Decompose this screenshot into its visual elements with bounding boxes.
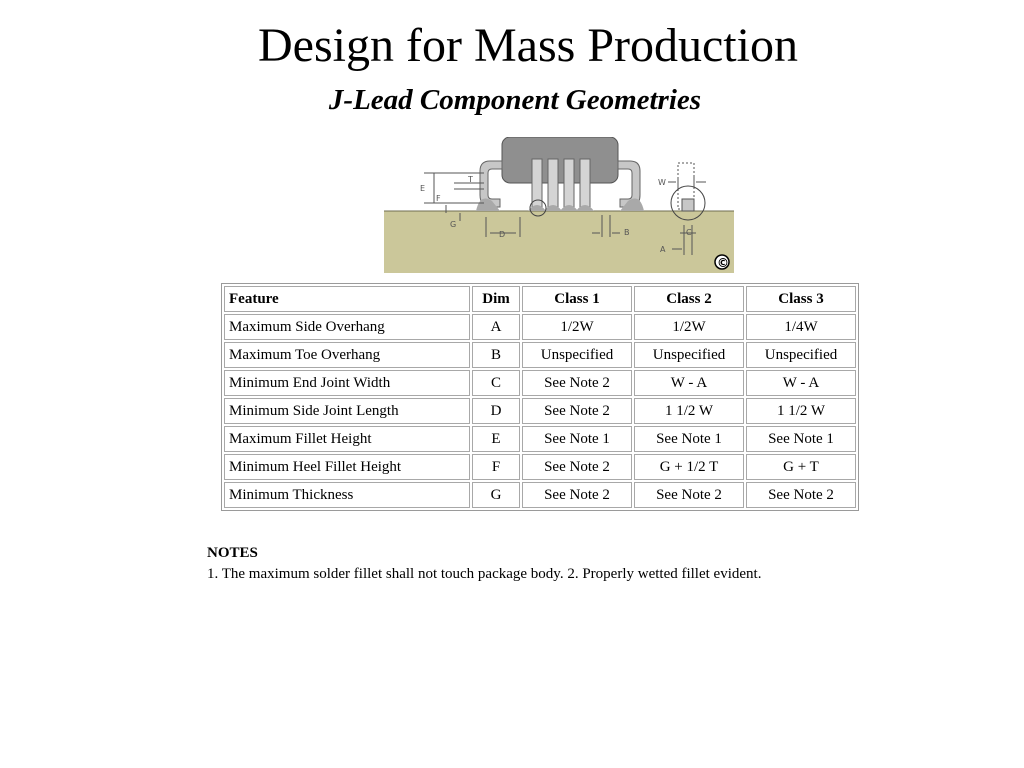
copyright-symbol: © [717,256,729,270]
cell-class-1: See Note 2 [522,398,632,424]
cell-class-2: Unspecified [634,342,744,368]
cell-feature: Minimum End Joint Width [224,370,470,396]
table-row [224,342,856,368]
notes-heading: NOTES [207,545,258,561]
dim-label-b: B [624,228,630,237]
cell-feature: Minimum Side Joint Length [224,398,470,424]
cell-feature: Maximum Toe Overhang [224,342,470,368]
table-header-row [224,286,856,312]
cell-feature: Minimum Thickness [224,482,470,508]
cell-class-2: 1 1/2 W [634,398,744,424]
table-row [224,454,856,480]
cell-class-3: See Note 1 [746,426,856,452]
table-row [224,370,856,396]
board-substrate [384,211,734,273]
cell-class-1: See Note 1 [522,426,632,452]
dim-label-t: T [468,175,473,184]
cell-dim: A [472,314,520,340]
dim-label-d: D [499,230,506,239]
dim-label-e: E [420,184,426,193]
table-row [224,314,856,340]
cell-dim: G [472,482,520,508]
cell-class-2: G + 1/2 T [634,454,744,480]
dim-label-w: W [658,178,666,187]
dim-label-c: C [686,228,692,237]
table-row [224,398,856,424]
cell-class-1: See Note 2 [522,454,632,480]
header-dim: Dim [472,286,520,312]
cell-dim: D [472,398,520,424]
cell-class-2: 1/2W [634,314,744,340]
dim-label-f: F [436,194,441,203]
dim-label-g: G [450,220,457,229]
header-class-2: Class 2 [634,286,744,312]
cell-class-3: Unspecified [746,342,856,368]
cell-class-2: See Note 1 [634,426,744,452]
cell-dim: F [472,454,520,480]
notes-text: 1. The maximum solder fillet shall not touch package body. 2. Properly wetted fillet evident. [207,566,762,582]
dim-label-a: A [660,245,666,254]
cell-class-1: 1/2W [522,314,632,340]
cell-class-2: W - A [634,370,744,396]
cell-class-3: W - A [746,370,856,396]
slide-subtitle: J-Lead Component Geometries [328,84,702,116]
cell-class-1: Unspecified [522,342,632,368]
cell-class-3: See Note 2 [746,482,856,508]
slide-title: Design for Mass Production [258,19,798,72]
table-row [224,482,856,508]
cell-feature: Maximum Side Overhang [224,314,470,340]
cell-class-1: See Note 2 [522,370,632,396]
cell-dim: E [472,426,520,452]
cell-dim: C [472,370,520,396]
cell-class-3: 1 1/2 W [746,398,856,424]
cell-feature: Maximum Fillet Height [224,426,470,452]
cell-class-2: See Note 2 [634,482,744,508]
component-body [502,137,618,183]
header-feature: Feature [224,286,470,312]
table-row [224,426,856,452]
cell-class-3: 1/4W [746,314,856,340]
cell-feature: Minimum Heel Fillet Height [224,454,470,480]
cell-dim: B [472,342,520,368]
header-class-3: Class 3 [746,286,856,312]
cell-class-1: See Note 2 [522,482,632,508]
geometry-table [221,283,859,511]
header-class-1: Class 1 [522,286,632,312]
cell-class-3: G + T [746,454,856,480]
j-lead-diagram [384,137,734,273]
solder-fillets [476,199,644,211]
